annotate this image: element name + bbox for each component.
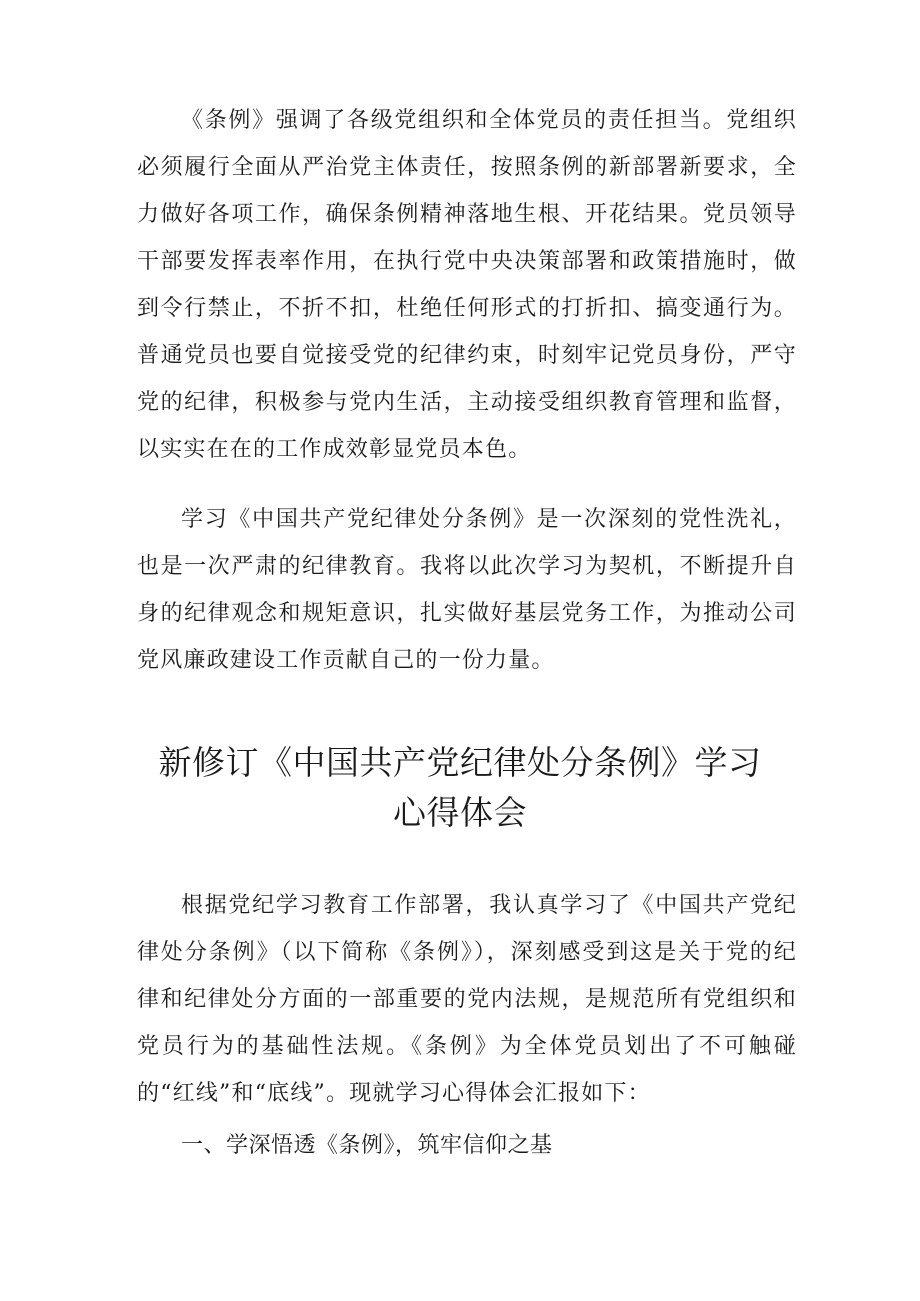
paragraph-conclusion: 学习《中国共产党纪律处分条例》是一次深刻的党性洗礼，也是一次严肃的纪律教育。我将以此次学习为契机，不断提升自身的纪律观念和规矩意识，扎实做好基层党务工作，为推动公司党风廉政建设工作贡献自己的一份力量。 — [137, 507, 797, 673]
article-title-line-1: 新修订《中国共产党纪律处分条例》学习 — [158, 743, 762, 782]
paragraph-responsibility: 《条例》强调了各级党组织和全体党员的责任担当。党组织必须履行全面从严治党主体责任，按照条例的新部署新要求，全力做好各项工作，确保条例精神落地生根、开花结果。党员领导干部要发挥表率作用，在执行党中央决策部署和政策措施时，做到令行禁止，不折不扣，杜绝任何形式的打折扣、搞变通行为。普通党员也要自觉接受党的纪律约束，时刻牢记党员身份，严守党的纪律，积极参与党内生活，主动接受组织教育管理和监督，以实实在在的工作成效彰显党员本色。 — [137, 108, 797, 462]
section-heading-1: 一、学深悟透《条例》，筑牢信仰之基 — [181, 1133, 553, 1158]
article-title-line-2: 心得体会 — [393, 793, 527, 832]
paragraph-intro: 根据党纪学习教育工作部署，我认真学习了《中国共产党纪律处分条例》（以下简称《条例》），深刻感受到这是关于党的纪律和纪律处分方面的一部重要的党内法规，是规范所有党组织和党员行为的基础性法规。《条例》为全体党员划出了不可触碰的“红线”和“底线”。现就学习心得体会汇报如下： — [137, 893, 797, 1106]
article-title — [100, 738, 820, 838]
